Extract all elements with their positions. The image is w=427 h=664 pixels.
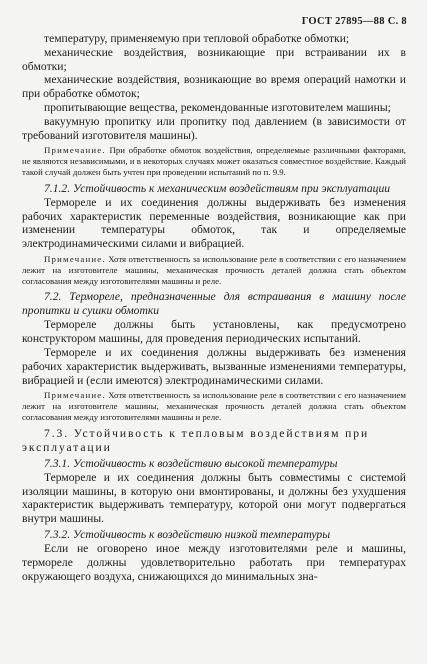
list-item: механические воздействия, возникающие во время операций намотки и при обработке обмоток; (22, 73, 406, 101)
list-item: пропитывающие вещества, рекомендованные изготовителем машины; (44, 100, 391, 114)
page-header: ГОСТ 27895—88 С. 8 (301, 16, 407, 27)
note-paragraph (22, 390, 406, 422)
list-item: температуру, применяемую при тепловой обработке обмотки; (44, 32, 350, 45)
note-label: Примечание. (44, 390, 106, 401)
note-label: Примечание. (44, 253, 106, 264)
note-label: Примечание. (44, 145, 106, 156)
note-paragraph (22, 145, 406, 177)
section-heading: 7.1.2. Устойчивость к механическим воздействиям при эксплуатации (44, 181, 391, 195)
note-text: обработке обмоток воздействия, определяемые различными факторами, не являются независимыми, и в некоторых случаях может оказаться совместное воздействие. Каждый такой случай должен быть учтен при проведении испытаний по п. 9.9. (22, 145, 407, 177)
section-heading: 7.2. Термореле, предназначенные для встраивания в машину после пропитки и сушки обмотки (22, 290, 406, 318)
list-item: механические воздействия, возникающие при встраивании их в обмотки; (22, 45, 406, 73)
paragraph: Если не оговорено иное между изготовителями реле и машины, термореле должны удовлетворительно работать при температурах окружающего воздуха, снижающихся до минимальных зна- (22, 541, 406, 583)
list-item: вакуумную пропитку или пропитку под давлением (в зависимости от требований изготовителя машины). (22, 114, 406, 142)
subsection-heading: 7.3.2. Устойчивость к воздействию низкой температуры (44, 527, 331, 541)
paragraph: Термореле и их соединения должны быть совместимы с системой изоляции машины, в которую они вмонтированы, и должны без ухудшения характеристик выдерживать температуру, которой они могут подвергаться внутри машины. (22, 470, 406, 526)
paragraph: Термореле и их соединения должны выдерживать без изменения рабочих характеристик переменные воздействия, возникающие как при изменении температуры обмоток, так и определяемые электродинамическими силами и вибрацией. (22, 195, 406, 251)
subsection-heading: 7.3.1. Устойчивость к воздействию высокой температуры (44, 456, 338, 470)
section-heading: 7.3. Устойчивость к тепловым воздействиям при эксплуатации (22, 426, 370, 454)
page-body (22, 32, 406, 583)
note-lead: При (109, 145, 125, 156)
note-text: Хотя ответственность за использование реле в соответствии с его назначением лежит на изготовителе машины, механическая прочность деталей должна стать объектом согласования между изготовителями машины и реле. (22, 390, 406, 422)
paragraph: Термореле должны быть установлены, как предусмотрено конструктором машины, для проведения периодических испытаний. (22, 318, 406, 346)
paragraph: Термореле и их соединения должны выдерживать без изменения рабочих характеристик выдерживать, вызванные изменениями температуры, вибрацией и (если имеются) электродинамическими силами. (22, 345, 406, 387)
note-text: Хотя ответственность за использование реле в соответствии с его назначением лежит на изготовителе машины, механическая прочность деталей должна стать объектом согласования между изготовителями машины и реле. (22, 253, 406, 286)
note-paragraph (22, 254, 406, 286)
